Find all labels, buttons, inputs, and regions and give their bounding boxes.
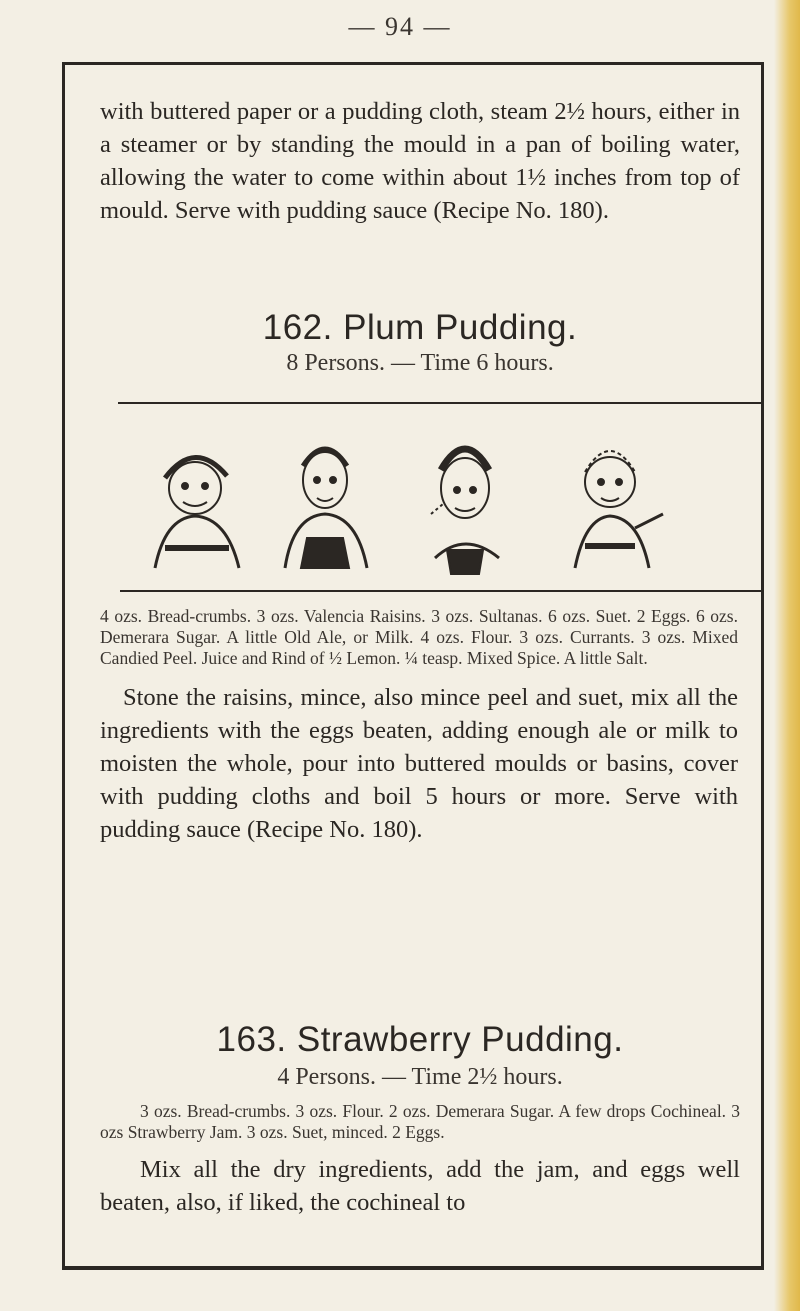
recipe-subtitle: 8 Persons. — Time 6 hours. (286, 350, 554, 376)
divider-bottom (120, 590, 762, 592)
children-illustration-icon (135, 418, 695, 576)
recipe-162-header (100, 308, 740, 377)
recipe-subtitle: 4 Persons. — Time 2½ hours. (277, 1064, 563, 1090)
recipe-163-block (100, 1020, 740, 1219)
method-paragraph: Stone the raisins, mince, also mince peel and suet, mix all the ingredients with the eggs beaten, adding enough ale or milk to moisten the whole, pour into buttered moulds or basins, cover with pudding cloths and boil 5 hours or more. Serve with pudding sauce (Recipe No. 180). (100, 684, 738, 843)
recipe-title: 163. Strawberry Pudding. (216, 1020, 624, 1059)
ingredients-list: 4 ozs. Bread-crumbs. 3 ozs. Valencia Raisins. 3 ozs. Sultanas. 6 ozs. Suet. 2 Eggs. 6 ozs. Demerara Sugar. A little Old Ale, or Milk. 4 ozs. Flour. 3 ozs. Currants. 3 ozs. Mixed Candied Peel. Juice and Rind of ½ Lemon. ¼ teasp. Mixed Spice. A little Salt. (100, 606, 738, 668)
recipe-title: 162. Plum Pudding. (262, 308, 578, 347)
divider-top (118, 402, 764, 404)
ingredients-list: 3 ozs. Bread-crumbs. 3 ozs. Flour. 2 ozs. Demerara Sugar. A few drops Cochineal. 3 ozs Strawberry Jam. 3 ozs. Suet, minced. 2 Eggs. (100, 1101, 740, 1142)
method-paragraph: Mix all the dry ingredients, add the jam, and eggs well beaten, also, if liked, the cochineal to (100, 1156, 740, 1216)
page-number: — 94 — (348, 12, 452, 41)
page-edge (774, 0, 800, 1311)
intro-block (100, 95, 740, 227)
intro-paragraph: with buttered paper or a pudding cloth, steam 2½ hours, either in a steamer or by standing the mould in a pan of boiling water, allowing the water to come within about 1½ inches from top of mould. Serve with pudding sauce (Recipe No. 180). (100, 98, 740, 224)
recipe-162-body (100, 606, 738, 846)
